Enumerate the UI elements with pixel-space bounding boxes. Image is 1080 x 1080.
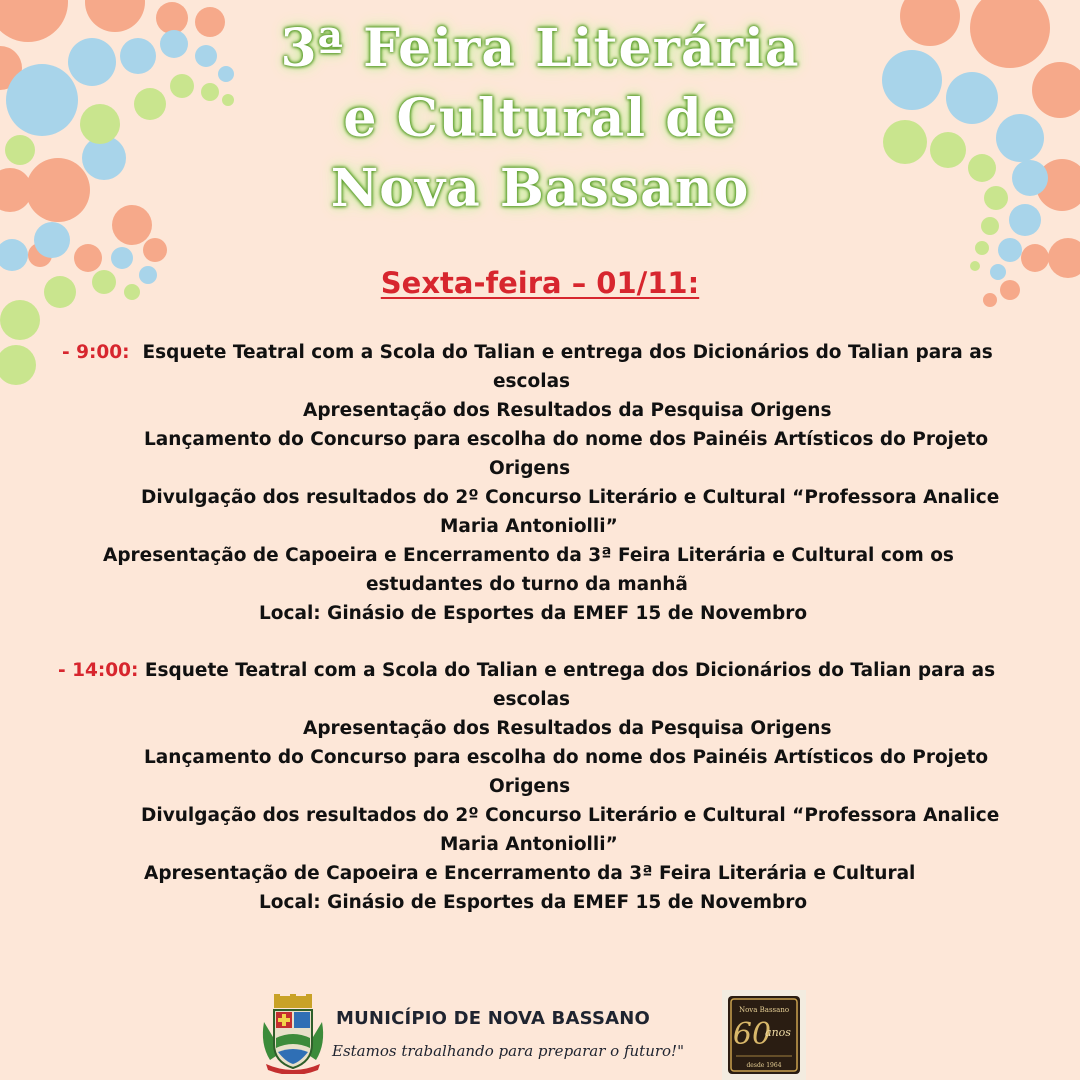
session-line: Apresentação dos Resultados da Pesquisa Origens bbox=[303, 718, 832, 739]
session-line: Divulgação dos resultados do 2º Concurso Literário e Cultural “Professora Analice bbox=[141, 805, 1000, 826]
badge-bottom-text: desde 1964 bbox=[746, 1062, 782, 1069]
anniversary-badge-icon bbox=[722, 990, 806, 1080]
day-heading: Sexta-feira – 01/11: bbox=[380, 266, 700, 300]
title-line-2: e Cultural de bbox=[343, 88, 737, 149]
session-activity: Esquete Teatral com a Scola do Talian e entrega dos Dicionários do Talian para as bbox=[142, 342, 993, 363]
session-time: - 14:00: bbox=[58, 660, 139, 681]
badge-number: 60 bbox=[732, 1017, 772, 1052]
session-line: Lançamento do Concurso para escolha do nome dos Painéis Artísticos do Projeto bbox=[144, 429, 989, 450]
municipality-slogan: Estamos trabalhando para preparar o futuro!" bbox=[332, 1042, 684, 1060]
title-line-1: 3ª Feira Literária bbox=[280, 18, 800, 79]
session-line: Origens bbox=[489, 458, 571, 479]
session-first-line bbox=[58, 656, 995, 685]
session-line: Maria Antoniolli” bbox=[440, 834, 618, 855]
session-first-line bbox=[62, 338, 993, 367]
session-line: Origens bbox=[489, 776, 571, 797]
session-location: Local: Ginásio de Esportes da EMEF 15 de Novembro bbox=[259, 603, 808, 624]
event-title bbox=[0, 14, 1080, 224]
badge-word: anos bbox=[765, 1026, 791, 1039]
session-line: Lançamento do Concurso para escolha do nome dos Painéis Artísticos do Projeto bbox=[144, 747, 989, 768]
session-time: - 9:00: bbox=[62, 342, 130, 363]
session-line: Apresentação de Capoeira e Encerramento da 3ª Feira Literária e Cultural bbox=[144, 863, 916, 884]
session-line: escolas bbox=[493, 371, 571, 392]
badge-top-text: Nova Bassano bbox=[738, 1006, 790, 1014]
title-line-3: Nova Bassano bbox=[330, 158, 750, 219]
session-activity: Esquete Teatral com a Scola do Talian e entrega dos Dicionários do Talian para as bbox=[144, 660, 996, 681]
session-location: Local: Ginásio de Esportes da EMEF 15 de Novembro bbox=[259, 892, 808, 913]
municipality-name: MUNICÍPIO DE NOVA BASSANO bbox=[336, 1008, 651, 1029]
session-line: escolas bbox=[493, 689, 571, 710]
session-line: Apresentação dos Resultados da Pesquisa Origens bbox=[303, 400, 832, 421]
session-line: Divulgação dos resultados do 2º Concurso Literário e Cultural “Professora Analice bbox=[141, 487, 1000, 508]
municipal-crest-icon bbox=[260, 994, 326, 1074]
session-line: Apresentação de Capoeira e Encerramento da 3ª Feira Literária e Cultural com os bbox=[103, 545, 954, 566]
session-line: estudantes do turno da manhã bbox=[366, 574, 688, 595]
session-line: Maria Antoniolli” bbox=[440, 516, 618, 537]
